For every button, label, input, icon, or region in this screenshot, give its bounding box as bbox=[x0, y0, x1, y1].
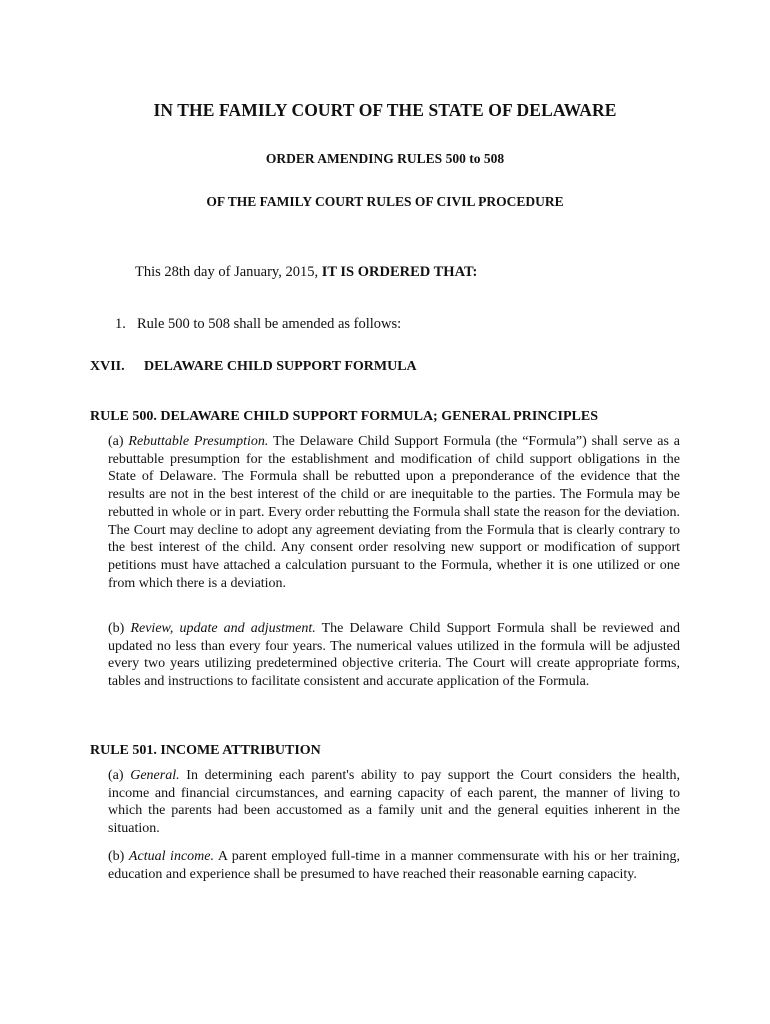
list-number: 1. bbox=[115, 316, 126, 332]
paragraph-text: In determining each parent's ability to pay support the Court considers the health, income and financial circumstances, and earning capacity of each parent, the manner of living to which the parents had been accustomed as a family unit and the general equities inherent in the situation. bbox=[108, 768, 680, 837]
date-line bbox=[135, 264, 477, 281]
paragraph-label: (b) bbox=[108, 849, 129, 864]
section-number: XVII. bbox=[90, 359, 125, 374]
list-item bbox=[115, 316, 401, 333]
rule-paragraph bbox=[108, 767, 680, 838]
order-title: ORDER AMENDING RULES 500 to 508 bbox=[265, 151, 505, 166]
court-title: IN THE FAMILY COURT OF THE STATE OF DELAWARE bbox=[153, 100, 617, 120]
paragraph-text: The Delaware Child Support Formula shall be reviewed and updated no less than every four years. The numerical values utilized in the formula will be adjusted every two years utilizing predetermined objective criteria. The Court will create appropriate forms, tables and instructions to facilitate consistent and accurate application of the Formula. bbox=[108, 621, 680, 690]
paragraph-title: Actual income. bbox=[128, 849, 214, 864]
rule-paragraph bbox=[108, 620, 680, 691]
section-heading bbox=[90, 359, 417, 375]
paragraph-text: The Delaware Child Support Formula (the “Formula”) shall serve as a rebuttable presumption for the establishment and modification of child support obligations in the State of Delaware. The Formula shall be rebutted upon a preponderance of the evidence that the results are not in the best interest of the child or are inequitable to the parties. The Formula may be rebutted in whole or in part. Every order rebutting the Formula shall state the reason for the deviation. The Court may decline to adopt any agreement deviating from the Formula that is clearly contrary to the best interest of the child. Any consent order resolving new support or modification of support petitions must have attached a calculation pursuant to the Formula, whether it is one utilized or one from which there is a deviation. bbox=[108, 434, 680, 591]
paragraph-title: Rebuttable Presumption. bbox=[128, 434, 269, 449]
ordered-emphasis: IT IS ORDERED THAT: bbox=[321, 264, 478, 280]
paragraph-title: General. bbox=[130, 768, 180, 783]
paragraph-label: (a) bbox=[108, 768, 131, 783]
section-title: DELAWARE CHILD SUPPORT FORMULA bbox=[144, 359, 417, 374]
paragraph-label: (a) bbox=[108, 434, 129, 449]
paragraph-title: Review, update and adjustment. bbox=[130, 621, 316, 636]
date-text: This 28th day of January, 2015, bbox=[135, 264, 322, 280]
paragraph-label: (b) bbox=[108, 621, 131, 636]
rule-heading: RULE 501. INCOME ATTRIBUTION bbox=[90, 743, 321, 758]
paragraph-text: A parent employed full-time in a manner commensurate with his or her training, education and experience shall be presumed to have reached their reasonable earning capacity. bbox=[108, 849, 680, 882]
rule-paragraph bbox=[108, 433, 680, 592]
list-text: Rule 500 to 508 shall be amended as follows: bbox=[137, 316, 402, 332]
order-subtitle: OF THE FAMILY COURT RULES OF CIVIL PROCEDURE bbox=[206, 194, 564, 209]
rule-paragraph bbox=[108, 848, 680, 883]
rule-heading: RULE 500. DELAWARE CHILD SUPPORT FORMULA; GENERAL PRINCIPLES bbox=[90, 409, 598, 424]
